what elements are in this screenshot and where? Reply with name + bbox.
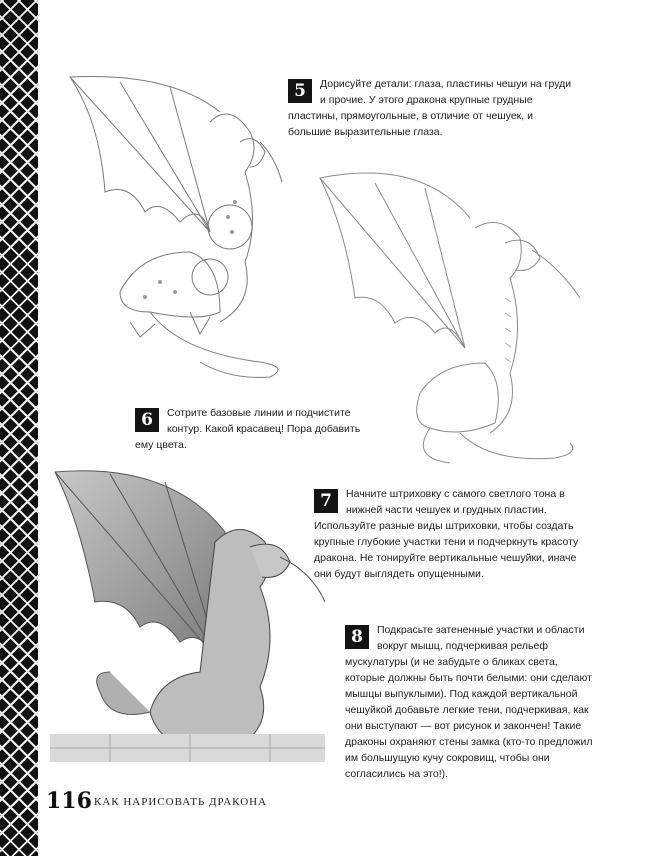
step-number-badge: 8: [345, 625, 369, 649]
step-text: Сотрите базовые линии и подчистите контур. Какой красавец! Пора добавить ему цвета.: [135, 407, 361, 451]
book-title: КАК НАРИСОВАТЬ ДРАКОНА: [94, 796, 268, 808]
step-text: Подкрасьте затененные участки и области вокруг мышц, подчеркивая рельеф мускулатуры (и не забудьте о бликах света, которые должны быть почти белыми: они сделают мышцы выпуклыми). Под каждой вертикальной чешуйкой добавьте легкие тени, подчеркивая, как они выступают — вот рисунок и закончен! Такие драконы охраняют стены замка (кто-то предложил им большущую кучу сокровищ, чтобы они согласились на это!).: [345, 624, 593, 780]
dragon-sketch-step5: [60, 62, 285, 380]
step-6: [135, 405, 375, 453]
step-5: [288, 76, 576, 140]
step-7: [314, 486, 592, 582]
step-text: Начните штриховку с самого светлого тона в нижней части чешуек и грудных пластин. Используйте разные виды штриховки, чтобы создать крупные глубокие участки тени и подчеркнуть красоту дракона. Не тонируйте вертикальные чешуйки, иначе они будут выглядеть опущенными.: [314, 488, 579, 580]
page-number: 116: [46, 788, 92, 814]
step-8: [345, 622, 593, 782]
step-text: Дорисуйте детали: глаза, пластины чешуи на груди и прочие. У этого дракона крупные грудные пластины, прямоугольные, в отличие от чешуек, и большие выразительные глаза.: [288, 78, 572, 138]
step-number-badge: 6: [135, 408, 159, 432]
dragon-shaded-step7-8: [50, 462, 325, 762]
step-number-badge: 5: [288, 79, 312, 103]
step-number-badge: 7: [314, 489, 338, 513]
decorative-border: [0, 0, 38, 856]
